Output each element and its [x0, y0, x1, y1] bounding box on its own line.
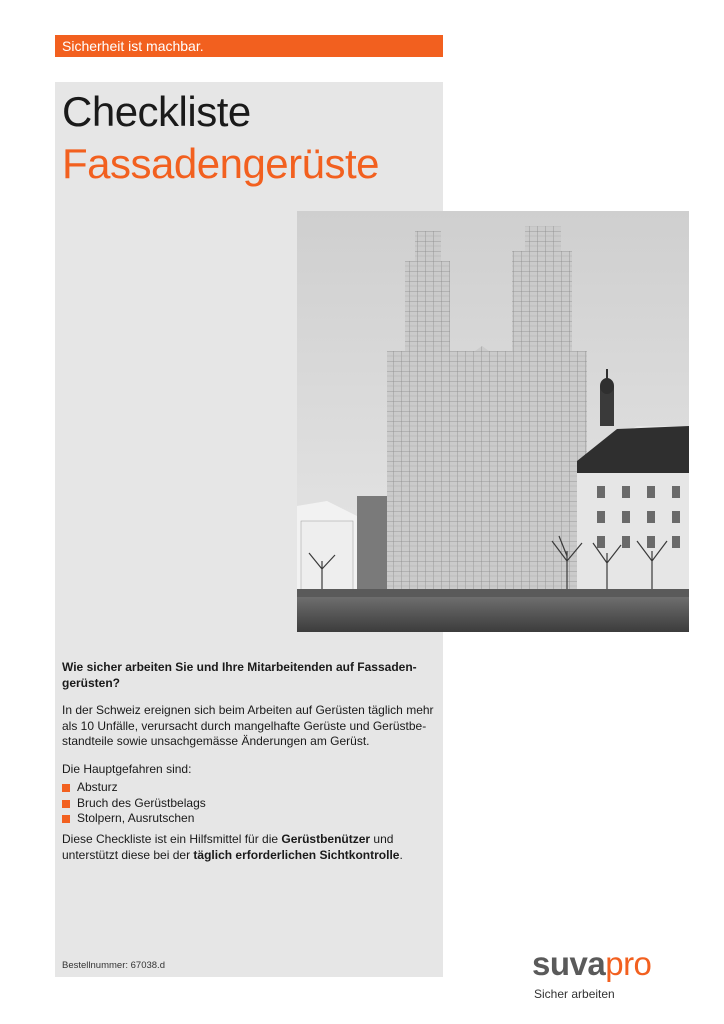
logo-suva: suva [532, 945, 606, 982]
logo-pro: pro [605, 945, 652, 982]
list-item [62, 811, 442, 827]
list-item [62, 796, 442, 812]
bullet-square-icon [62, 815, 70, 823]
list-item [62, 780, 442, 796]
order-number: Bestellnummer: 67038.d [62, 960, 165, 971]
hazard-label: Bruch des Gerüstbelags [77, 795, 206, 810]
logo-tagline: Sicher arbeiten [534, 987, 615, 1001]
bullet-square-icon [62, 800, 70, 808]
bullet-square-icon [62, 784, 70, 792]
closing-text: und unterstützt diese bei der [62, 832, 394, 862]
hazard-label: Stolpern, Ausrutschen [77, 811, 195, 825]
closing-paragraph [62, 832, 442, 863]
closing-text: Diese Checkliste ist ein Hilfsmittel für die [62, 832, 282, 846]
hazard-label: Absturz [77, 780, 118, 794]
closing-text: . [399, 847, 403, 862]
title-line-1: Checkliste [62, 88, 251, 135]
closing-bold-users: Gerüstbenützer [281, 832, 371, 846]
hazards-heading: Die Hauptgefahren sind: [62, 762, 192, 776]
title-line-2: Fassadengerüste [62, 140, 380, 187]
closing-bold-inspection: täglich erforderlichen Sichtkontrolle [193, 847, 400, 862]
suvapro-logo [532, 946, 651, 982]
hazards-list [62, 780, 442, 827]
header-banner: Sicherheit ist machbar. [55, 35, 443, 57]
intro-question: Wie sicher arbeiten Sie und Ihre Mitarbeitenden auf Fassaden-gerüsten? [62, 660, 417, 690]
intro-paragraph: In der Schweiz ereignen sich beim Arbeiten auf Gerüsten täglich mehr als 10 Unfälle, verursacht durch mangelhafte Gerüste und Gerüstbe-standteile sowie unsachgemässe Änderungen am Gerüst. [62, 703, 434, 748]
church-scaffolding-photo [297, 211, 689, 632]
